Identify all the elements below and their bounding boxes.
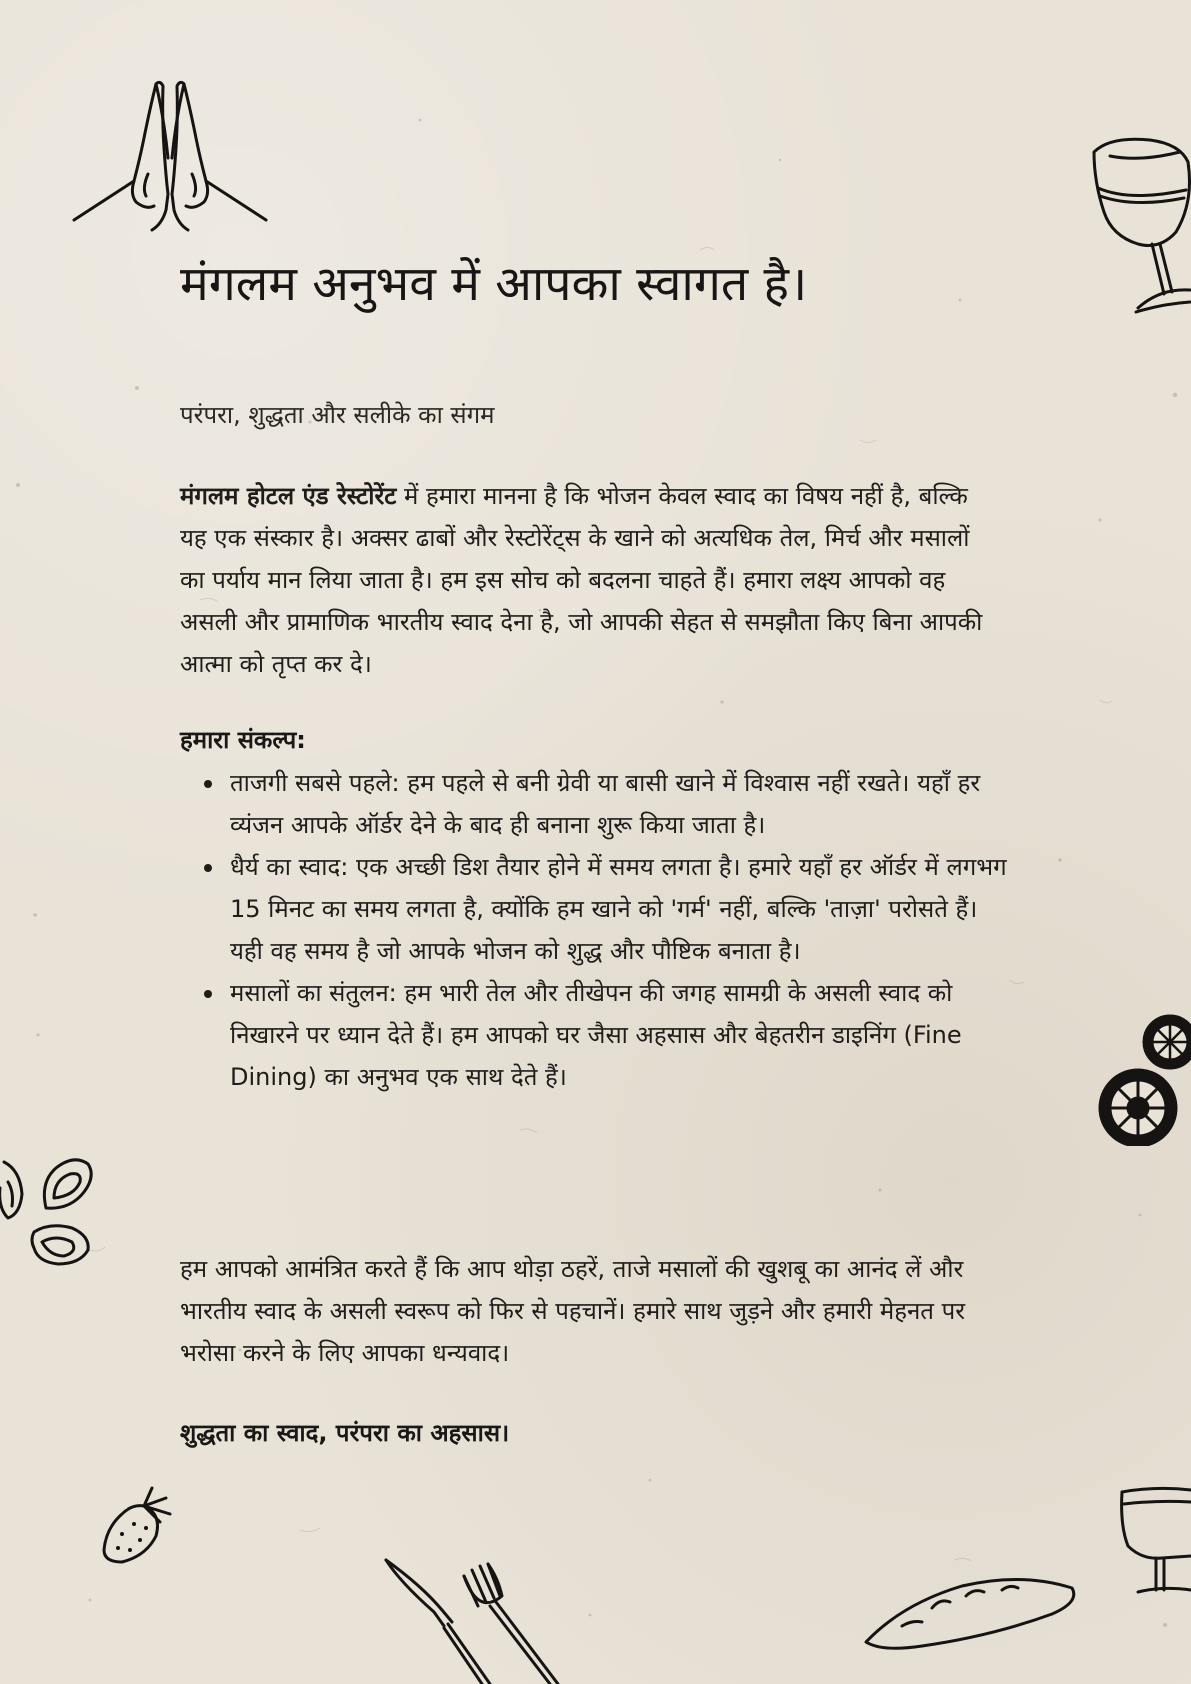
oyster-shells-icon xyxy=(0,1152,94,1270)
tomato-slice-icon xyxy=(1092,1010,1191,1146)
namaste-hands-icon xyxy=(72,78,268,236)
list-item xyxy=(230,846,1010,972)
resolve-heading: हमारा संकल्प: xyxy=(180,726,306,754)
closing-paragraph: हम आपको आमंत्रित करते हैं कि आप थोड़ा ठहरें, ताजे मसालों की खुशबू का आनंद लें और भारतीय स्वाद के असली स्वरूप को फिर से पहचानें। हमारे साथ जुड़ने और हमारी मेहनत पर भरोसा करने के लिए आपका धन्यवाद। xyxy=(180,1255,966,1367)
signoff-line: शुद्धता का स्वाद, परंपरा का अहसास। xyxy=(180,1419,510,1447)
pledge-list xyxy=(180,762,1010,1098)
bullet-icon xyxy=(204,780,212,788)
strawberry-icon xyxy=(100,1484,172,1564)
bullet-icon xyxy=(204,864,212,872)
knife-fork-icon xyxy=(382,1556,574,1684)
bullet-icon xyxy=(204,990,212,998)
tagline: परंपरा, शुद्धता और सलीके का संगम xyxy=(180,401,495,429)
pledge-text: ताजगी सबसे पहले: हम पहले से बनी ग्रेवी या बासी खाने में विश्वास नहीं रखते। यहाँ हर व्यंजन आपके ऑर्डर देने के बाद ही बनाना शुरू किया जाता है। xyxy=(230,769,981,839)
pledge-text: धैर्य का स्वाद: एक अच्छी डिश तैयार होने में समय लगता है। हमारे यहाँ हर ऑर्डर में लगभग 15 मिनट का समय लगता है, क्योंकि हम खाने को 'गर्म' नहीं, बल्कि 'ताज़ा' परोसते हैं। यही वह समय है जो आपके भोजन को शुद्ध और पौष्टिक बनाता है। xyxy=(230,853,1007,965)
wine-glass-icon xyxy=(1090,132,1191,322)
brand-name: मंगलम होटल एंड रेस्टोरेंट xyxy=(180,482,397,510)
intro-paragraph xyxy=(180,475,1000,685)
pledge-text: मसालों का संतुलन: हम भारी तेल और तीखेपन की जगह सामग्री के असली स्वाद को निखारने पर ध्यान देते हैं। हम आपको घर जैसा अहसास और बेहतरीन डाइनिंग (Fine Dining) का अनुभव एक साथ देते हैं। xyxy=(230,979,962,1091)
list-item xyxy=(230,972,1010,1098)
baguette-icon xyxy=(862,1574,1080,1654)
list-item xyxy=(230,762,1010,846)
page-title: मंगलम अनुभव में आपका स्वागत है। xyxy=(180,256,808,312)
water-glass-icon xyxy=(1118,1486,1191,1598)
intro-text: में हमारा मानना है कि भोजन केवल स्वाद का विषय नहीं है, बल्कि यह एक संस्कार है। अक्सर ढाबों और रेस्टोरेंट्स के खाने को अत्यधिक तेल, मिर्च और मसालों का पर्याय मान लिया जाता है। हम इस सोच को बदलना चाहते हैं। हमारा लक्ष्य आपको वह असली और प्रामाणिक भारतीय स्वाद देना है, जो आपकी सेहत से समझौता किए बिना आपकी आत्मा को तृप्त कर दे। xyxy=(180,482,983,678)
